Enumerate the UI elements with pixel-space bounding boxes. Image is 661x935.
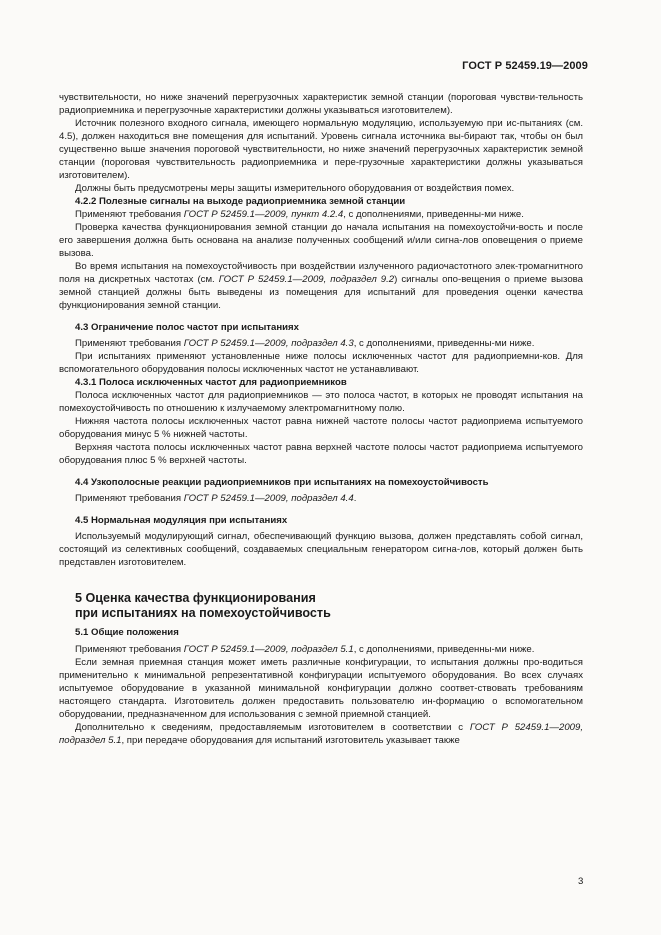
paragraph: чувствительности, но ниже значений перегрузочных характеристик земной станции (пороговая чувстви-тельность радиоприемника и перегрузочные характеристики должны указываться изготовителем). (59, 92, 583, 116)
paragraph: Должны быть предусмотрены меры защиты измерительного оборудования от воздействия помех. (75, 183, 515, 194)
paragraph: Применяют требования ГОСТ Р 52459.1—2009, подраздел 4.3, с дополнениями, приведенны-ми ниже. (75, 338, 535, 349)
paragraph: Верхняя частота полосы исключенных частот равна верхней частоте полосы частот радиоприема испытуемого оборудования плюс 5 % верхней частоты. (59, 442, 583, 466)
paragraph: Проверка качества функционирования земной станции до начала испытания на помехоустойчи-вость и после его завершения должна быть основана на анализе полученных сообщений и/или сигна-лов оповещения о приеме вызова. (59, 222, 583, 259)
subsection-heading-4-3-1: 4.3.1 Полоса исключенных частот для радиоприемников (75, 377, 347, 388)
paragraph: Во время испытания на помехоустойчивость при воздействии излученного радиочастотного элек-тромагнитного поля на дискретных частотах (см. ГОСТ Р 52459.1—2009, подраздел 9.2) сигналы опо-вещения о приеме вызова земной станцией должны быть выведены из помещения для испытаний для проведения оценки качества функционирования земной станции. (59, 261, 583, 311)
paragraph: Используемый модулирующий сигнал, обеспечивающий функцию вызова, должен представлять собой сигнал, состоящий из селективных сообщений, создаваемых специальным генератором сигна-лов, который должен быть представлен изготовителем. (59, 531, 583, 568)
standard-reference: ГОСТ Р 52459.1—2009, подраздел 4.3 (183, 338, 354, 349)
subsection-heading-4-2-2: 4.2.2 Полезные сигналы на выходе радиоприемника земной станции (75, 196, 406, 207)
chapter-heading-5: 5 Оценка качества функционирования при испытаниях на помехоустойчивость (75, 591, 331, 620)
paragraph: При испытаниях применяют установленные ниже полосы исключенных частот для радиоприемни-ков. Для вспомогательного оборудования полосы исключенных частот не устанавливают. (59, 351, 583, 375)
paragraph: Применяют требования ГОСТ Р 52459.1—2009, подраздел 4.4. (75, 493, 357, 504)
paragraph: Применяют требования ГОСТ Р 52459.1—2009, пункт 4.2.4, с дополнениями, приведенны-ми ниже. (75, 209, 524, 220)
section-heading-5-1: 5.1 Общие положения (75, 627, 179, 638)
standard-reference: ГОСТ Р 52459.1—2009, подраздел 5.1 (183, 644, 354, 655)
paragraph: Полоса исключенных частот для радиоприемников — это полоса частот, в которых не проводят испытания на помехоустойчивость по отношению к излучаемому электромагнитному полю. (59, 390, 583, 414)
paragraph: Нижняя частота полосы исключенных частот равна нижней частоте полосы частот радиоприема испытуемого оборудования минус 5 % нижней частоты. (59, 416, 583, 440)
paragraph: Если земная приемная станция может иметь различные конфигурации, то испытания должны про-водиться применительно к минимальной репрезентативной конфигурации испытуемого оборудования. Во всех случаях испытуемое оборудование в указанной минимальной конфигурации должно соответ-ствовать требованиям настоящего стандарта. Изготовитель должен предоставить пользователю ин-формацию о вспомогательном оборудовании, предназначенном для использования с земной приемной станцией. (59, 657, 583, 720)
document-body (59, 91, 583, 747)
paragraph: Источник полезного входного сигнала, имеющего нормальную модуляцию, используемую при ис-пытаниях (см. 4.5), должен находиться вне помещения для испытаний. Уровень сигнала источника вы-бирают так, чтобы он был существенно выше значения пороговой чувствительности, но ниже значений перегрузочных характеристик земной станции (пороговая чувствительность радиоприемника и пере-грузочные характеристики должны указываться изготовителем). (59, 118, 583, 181)
standard-reference: ГОСТ Р 52459.1—2009, подраздел 9.2 (218, 274, 395, 285)
standard-reference: ГОСТ Р 52459.1—2009, подраздел 4.4 (183, 493, 354, 504)
section-heading-4-4: 4.4 Узкополосные реакции радиоприемников при испытаниях на помехоустойчивость (75, 477, 489, 488)
paragraph: Применяют требования ГОСТ Р 52459.1—2009, подраздел 5.1, с дополнениями, приведенны-ми ниже. (75, 644, 535, 655)
paragraph: Дополнительно к сведениям, предоставляемым изготовителем в соответствии с ГОСТ Р 52459.1—2009, подраздел 5.1, при передаче оборудования для испытаний изготовитель указывает также (59, 722, 584, 746)
document-header: ГОСТ Р 52459.19—2009 (462, 60, 588, 72)
page-number: 3 (578, 876, 584, 887)
standard-reference: ГОСТ Р 52459.1—2009, пункт 4.2.4 (183, 209, 344, 220)
section-heading-4-3: 4.3 Ограничение полос частот при испытаниях (75, 322, 299, 333)
section-heading-4-5: 4.5 Нормальная модуляция при испытаниях (75, 515, 288, 526)
standard-reference: ГОСТ Р 52459.1—2009, подраздел 5.1 (59, 722, 584, 746)
